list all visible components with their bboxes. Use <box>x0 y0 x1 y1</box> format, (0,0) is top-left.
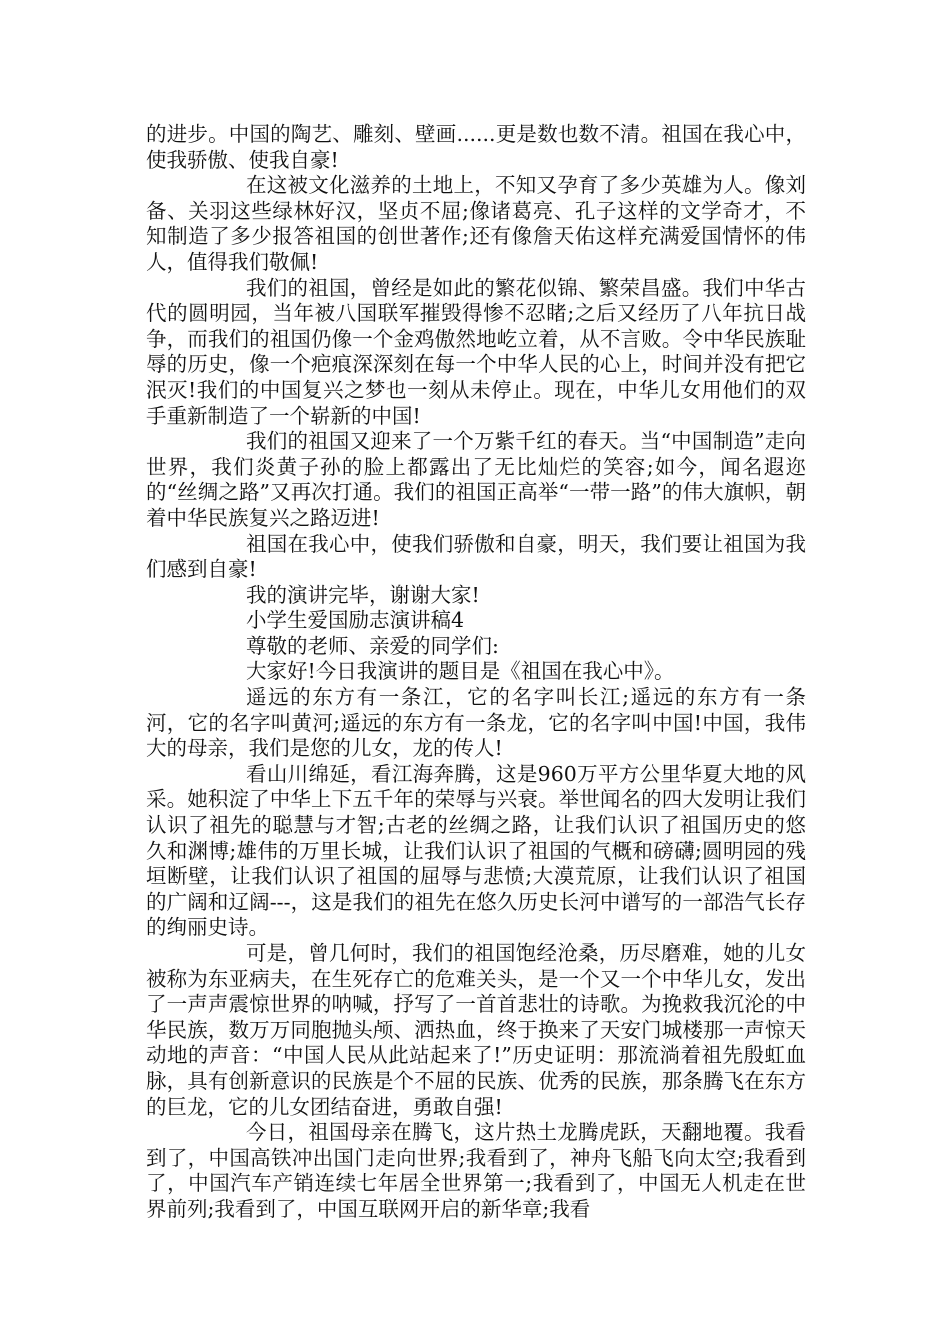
paragraph-today: 今日，祖国母亲在腾飞，这片热土龙腾虎跃，天翻地覆。我看到了，中国高铁冲出国门走向世界;我看到了，神舟飞船飞向太空;我看到了，中国汽车产销连续七年居全世界第一;我看到了，中国无人机走在世界前列;我看到了，中国互联网开启的新华章;我看 <box>146 1120 806 1221</box>
paragraph-spring: 我们的祖国又迎来了一个万紫千红的春天。当“中国制造”走向世界，我们炎黄子孙的脸上都露出了无比灿烂的笑容;如今，闻名遐迩的“丝绸之路”又再次打通。我们的祖国正高举“一带一路”的伟大旗帜，朝着中华民族复兴之路迈进! <box>146 429 806 530</box>
paragraph-landscape: 看山川绵延，看江海奔腾，这是960万平方公里华夏大地的风采。她积淀了中华上下五千年的荣辱与兴衰。举世闻名的四大发明让我们认识了祖先的聪慧与才智;古老的丝绸之路，让我们认识了祖国历史的悠久和渊博;雄伟的万里长城，让我们认识了祖国的气概和磅礴;圆明园的残垣断壁，让我们认识了祖国的屈辱与悲愤;大漠荒原，让我们认识了祖国的广阔和辽阔---，这是我们的祖先在悠久历史长河中谱写的一部浩气长存的绚丽史诗。 <box>146 761 806 940</box>
paragraph-history: 我们的祖国，曾经是如此的繁花似锦、繁荣昌盛。我们中华古代的圆明园，当年被八国联军摧毁得惨不忍睹;之后又经历了八年抗日战争，而我们的祖国仍像一个金鸡傲然地屹立着，从不言败。令中华民族耻辱的历史，像一个疤痕深深刻在每一个中华人民的心上，时间并没有把它泯灭!我们的中国复兴之梦也一刻从未停止。现在，中华儿女用他们的双手重新制造了一个崭新的中国! <box>146 275 806 428</box>
paragraph-hardship: 可是，曾几何时，我们的祖国饱经沧桑，历尽磨难，她的儿女被称为东亚病夫，在生死存亡的危难关头，是一个又一个中华儿女，发出了一声声震惊世界的呐喊，抒写了一首首悲壮的诗歌。为挽救我沉沦的中华民族，数万万同胞抛头颅、洒热血，终于换来了天安门城楼那一声惊天动地的声音：“中国人民从此站起来了!”历史证明：那流淌着祖先殷虹血脉，具有创新意识的民族是个不屈的民族、优秀的民族，那条腾飞在东方的巨龙，它的儿女团结奋进，勇敢自强! <box>146 941 806 1119</box>
paragraph-pride: 祖国在我心中，使我们骄傲和自豪，明天，我们要让祖国为我们感到自豪! <box>146 531 806 582</box>
paragraph-greeting: 大家好!今日我演讲的题目是《祖国在我心中》。 <box>246 659 675 684</box>
paragraph-salutation: 尊敬的老师、亲爱的同学们: <box>246 633 499 658</box>
document-page <box>146 122 806 1223</box>
paragraph-east: 遥远的东方有一条江，它的名字叫长江;遥远的东方有一条河，它的名字叫黄河;遥远的东方有一条龙，它的名字叫中国!中国，我伟大的母亲，我们是您的儿女，龙的传人! <box>146 685 806 761</box>
paragraph-continuation: 的进步。中国的陶艺、雕刻、壁画......更是数也数不清。祖国在我心中，使我骄傲、使我自豪! <box>146 122 806 172</box>
paragraph-closing: 我的演讲完毕，谢谢大家! <box>246 582 480 607</box>
paragraph-culture-heroes: 在这被文化滋养的土地上，不知又孕育了多少英雄为人。像刘备、关羽这些绿林好汉，坚贞不屈;像诸葛亮、孔子这样的文学奇才，不知制造了多少报答祖国的创世著作;还有像詹天佑这样充满爱国情怀的伟人，值得我们敬佩! <box>146 173 806 274</box>
section-heading: 小学生爱国励志演讲稿4 <box>246 608 465 633</box>
